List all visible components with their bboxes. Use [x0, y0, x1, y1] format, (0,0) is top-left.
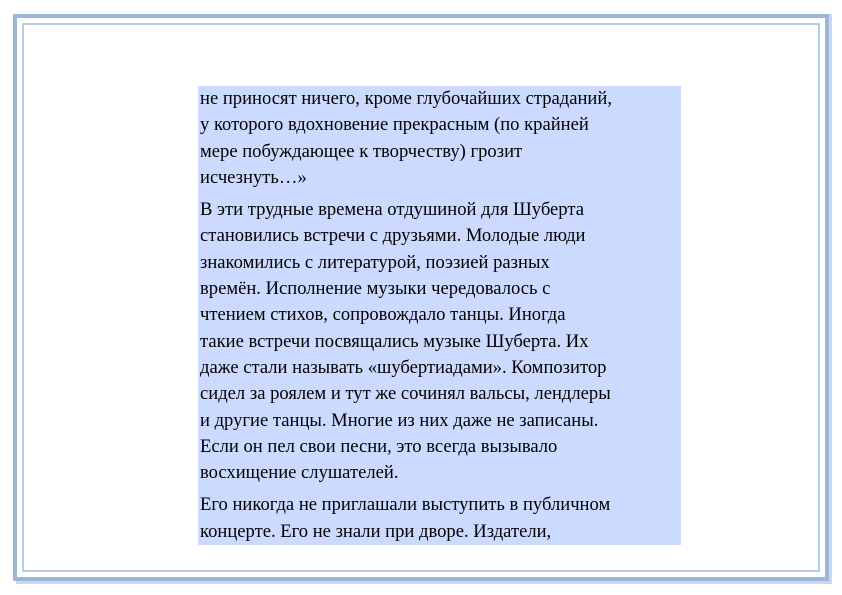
frame-shadow-bottom	[16, 581, 832, 584]
paragraph-1: не приносят ничего, кроме глубочайших страданий, у которого вдохновение прекрасным (по крайней мере побуждающее к творчеству) грозит исчезнуть…»	[200, 88, 612, 188]
paragraph-3: Его никогда не приглашали выступить в публичном концерте. Его не знали при дворе. Издатели,	[200, 494, 611, 542]
paragraph-2: В эти трудные времена отдушиной для Шуберта становились встречи с друзьями. Молодые люди знакомились с литературой, поэзией разных времён. Исполнение музыки чередовалось с чтением стихов, сопровождало танцы. Иногда такие встречи посвящались музыке Шуберта. Их даже стали называть «шубертиадами». Композитор сидел за роялем и тут же сочинял вальсы, лендлеры и другие танцы. Многие из них даже не записаны. Если он пел свои песни, это всегда вызывало восхищение слушателей.	[200, 199, 611, 484]
text-block	[198, 86, 681, 545]
frame-shadow-right	[829, 14, 832, 584]
